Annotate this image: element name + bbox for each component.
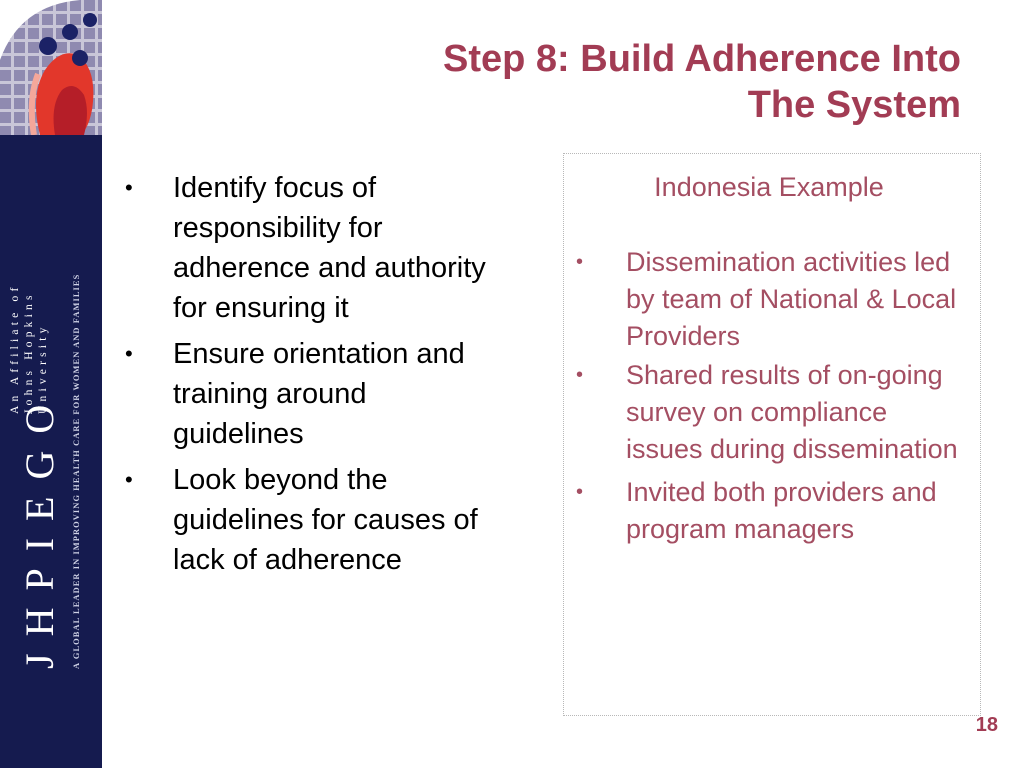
jhpiego-logo-art — [0, 0, 102, 135]
slide-title — [311, 36, 961, 128]
title-line-1: Step 8: Build Adherence Into — [443, 38, 961, 80]
title-line-2: The System — [747, 84, 961, 126]
list-item-text: Invited both providers and program managers — [626, 477, 937, 544]
example-bullet-list — [576, 244, 966, 550]
example-box — [563, 153, 981, 716]
brand-block — [6, 199, 96, 669]
list-item — [576, 244, 966, 355]
list-item — [576, 357, 966, 468]
list-item-text: Look beyond the guidelines for causes of lack of adherence — [173, 464, 478, 576]
page-number: 18 — [975, 714, 998, 736]
bullet-glyph: • — [576, 364, 584, 386]
brand-affiliate — [8, 184, 50, 414]
brand-name: JHPIEGO — [17, 387, 62, 669]
list-item-text: Ensure orientation and training around guidelines — [173, 338, 465, 450]
list-item-text: Identify focus of responsibility for adherence and authority for ensuring it — [173, 172, 486, 324]
list-item-text: Dissemination activities led by team of National & Local Providers — [626, 247, 957, 351]
list-item — [125, 460, 500, 580]
affiliate-line: An Affiliate of — [9, 283, 21, 414]
bullet-glyph: • — [125, 341, 133, 366]
affiliate-line: University — [37, 323, 49, 414]
bullet-glyph: • — [576, 251, 584, 273]
list-item — [576, 474, 966, 548]
example-heading: Indonesia Example — [654, 172, 884, 202]
list-item-text: Shared results of on-going survey on compliance issues during dissemination — [626, 360, 958, 464]
bullet-glyph: • — [125, 467, 133, 492]
bullet-glyph: • — [125, 175, 133, 200]
bullet-glyph: • — [576, 481, 584, 503]
list-item — [125, 168, 500, 328]
brand-tagline: A GLOBAL LEADER IN IMPROVING HEALTH CARE FOR WOMEN AND FAMILIES — [72, 273, 81, 669]
left-bullet-list — [125, 168, 500, 586]
affiliate-line: Johns Hopkins — [23, 291, 35, 414]
list-item — [125, 334, 500, 454]
